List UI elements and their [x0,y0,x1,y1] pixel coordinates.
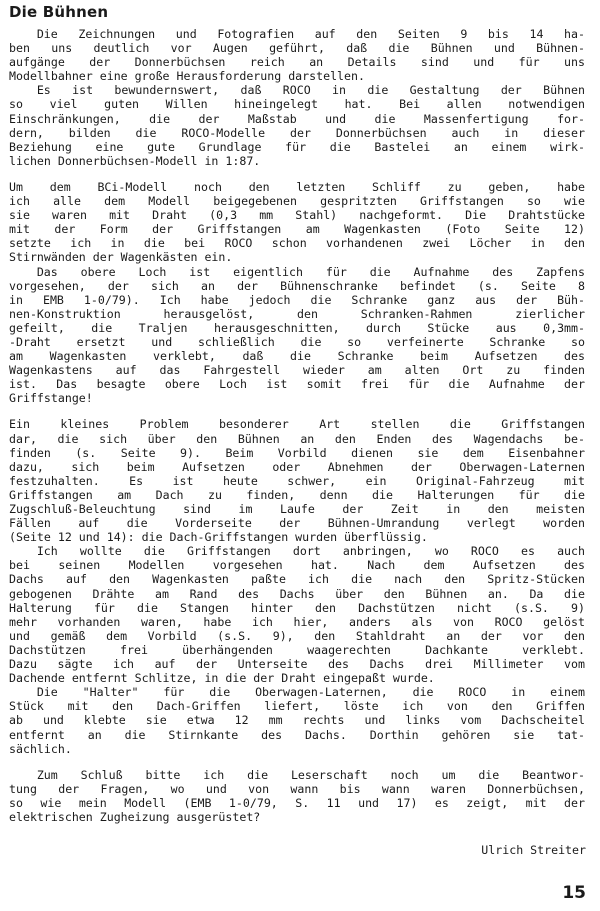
paragraph-gap [9,756,585,768]
paragraph [9,27,585,83]
paragraph [9,83,585,168]
text-line: nen-Konstruktion herausgelöst, den Schranken-Rahmen zierlicher [9,306,585,321]
text-line: in EMB 1-0/79). Ich habe jedoch die Schranke ganz aus der Büh- [9,292,585,307]
paragraph [9,544,585,685]
text-line: entfernt an die Stirnkante des Dachs. Dorthin gehören sie tat- [9,727,585,742]
text-line: gefeilt, die Traljen herausgeschnitten, durch Stücke aus 0,3mm- [9,320,585,335]
text-line: Wagenkastens auf das Fahrgestell wieder am alten Ort zu finden [9,363,585,378]
text-line: Die Zeichnungen und Fotografien auf den Seiten 9 bis 14 ha- [36,27,585,41]
text-line: ben uns deutlich vor Augen geführt, daß die Bühnen und Bühnen- [9,41,585,56]
text-line: Die "Halter" für die Oberwagen-Laternen, die ROCO in einem [36,685,585,700]
text-line: dern, bilden die ROCO-Modelle der Donnerbüchsen auch in dieser [9,125,585,140]
text-line: so viel guten Willen hineingelegt hat. Bei allen notwendigen [9,97,585,112]
text-line: Das obere Loch ist eigentlich für die Aufnahme des Zapfens [36,264,585,279]
text-line: mit der Form der Griffstangen am Wagenkasten (Foto Seite 12) [9,222,585,237]
text-line: am Wagenkasten verklebt, daß die Schranke beim Aufsetzen des [9,349,585,364]
text-line: Um dem BCi-Modell noch den letzten Schliff zu geben, habe [9,179,585,194]
text-line: gebogenen Drähte am Rand des Dachs über den Bühnen an. Da die [9,586,585,601]
text-line: Es ist bewundernswert, daß ROCO in die Gestaltung der Bühnen [36,83,585,98]
text-line: Beziehung eine gute Grundlage für die Bastelei an einem wirk- [9,139,585,154]
text-line: Einschränkungen, die der Maßstab und die Massenfertigung for- [9,111,585,126]
text-line: Dazu sägte ich auf der Unterseite des Dachs drei Millimeter vom [9,657,585,672]
text-line: Griffstangen am Dach zu finden, denn die Halterungen für die [9,487,585,502]
paragraph-gap [9,405,585,417]
text-line: -Draht ersetzt und schließlich die so verfeinerte Schranke so [9,334,585,349]
page-number: 15 [562,883,586,903]
text-line: dar, die sich über den Bühnen an den Enden des Wagendachs be- [9,431,585,446]
text-line: festzuhalten. Es ist heute schwer, ein Original-Fahrzeug mit [9,473,585,488]
text-line: vorgesehen, der sich an der Bühnenschranke befindet (s. Seite 8 [9,278,585,293]
text-line: Ein kleines Problem besonderer Art stellen die Griffstangen [9,417,585,432]
text-line: aufgänge der Donnerbüchsen reich an Details sind und für uns [9,55,585,70]
text-line: Stück mit den Dach-Griffen liefert, löste ich von den Griffen [9,699,585,714]
text-line: Stirnwänden der Wagenkästen ein. [9,250,233,265]
text-line: Zum Schluß bitte ich die Leserschaft noch um die Beantwor- [36,767,585,782]
text-line: finden (s. Seite 9). Beim Vorbild dienen sie dem Eisenbahner [9,445,585,460]
paragraph [9,768,585,824]
text-line: setzte ich in die bei ROCO schon vorhandenen zwei Löcher in den [9,236,585,251]
text-line: bei seinen Modellen vorgesehen hat. Nach dem Aufsetzen des [9,558,585,573]
text-line: so wie mein Modell (EMB 1-0/79, S. 11 und 17) es zeigt, mit der [9,795,585,810]
text-line: dazu, sich beim Aufsetzen oder Abnehmen der Oberwagen-Laternen [9,459,585,474]
text-line: Dachende entfernt Schlitze, in die der Draht eingepaßt wurde. [9,671,435,686]
paragraph [9,417,585,544]
text-line: lichen Donnerbüchsen-Modell in 1:87. [9,153,261,168]
paragraph [9,265,585,406]
article-title: Die Bühnen [9,3,109,21]
text-line: Zugschluß-Beleuchtung sind im Laufe der Zeit in den meisten [9,502,585,516]
text-line: ab und klebte sie etwa 12 mm rechts und links vom Dachscheitel [9,713,585,728]
text-line: elektrischen Zugheizung ausgerüstet? [9,809,261,824]
text-line: (Seite 12 und 14): die Dach-Griffstangen wurden überflüssig. [9,530,428,545]
text-line: ich alle dem Modell beigegebenen gespritzten Griffstangen so wie [9,194,585,209]
text-line: Fällen auf die Vorderseite der Bühnen-Umrandung verlegt worden [9,516,585,531]
text-line: tung der Fragen, wo und von wann bis wann waren Donnerbüchsen, [9,781,585,796]
text-line: sie waren mit Draht (0,3 mm Stahl) nachgeformt. Die Drahtstücke [9,208,585,223]
text-line: Dachstützen frei überhängenden waagerechten Dachkante verklebt. [9,642,585,657]
paragraph [9,180,585,265]
text-line: Ich wollte die Griffstangen dort anbringen, wo ROCO es auch [36,544,585,559]
text-line: Dachs auf den Wagenkasten paßte ich die nach den Spritz-Stücken [9,572,585,587]
text-line: ist. Das besagte obere Loch ist somit frei für die Aufnahme der [9,377,585,392]
text-line: mehr vorhanden waren, habe ich hier, anders als von ROCO gelöst [9,614,585,629]
text-line: sächlich. [9,741,72,756]
article-body [9,27,585,824]
text-line: Modellbahner eine große Herausforderung darstellen. [9,69,365,84]
paragraph [9,685,585,755]
text-line: Halterung für die Stangen hinter den Dachstützen nicht (s.S. 9) [9,600,585,615]
text-line: Griffstange! [9,391,93,406]
author-signature: Ulrich Streiter [481,843,586,857]
paragraph-gap [9,168,585,180]
text-line: und gemäß dem Vorbild (s.S. 9), den Stahldraht an der vor den [9,628,585,643]
